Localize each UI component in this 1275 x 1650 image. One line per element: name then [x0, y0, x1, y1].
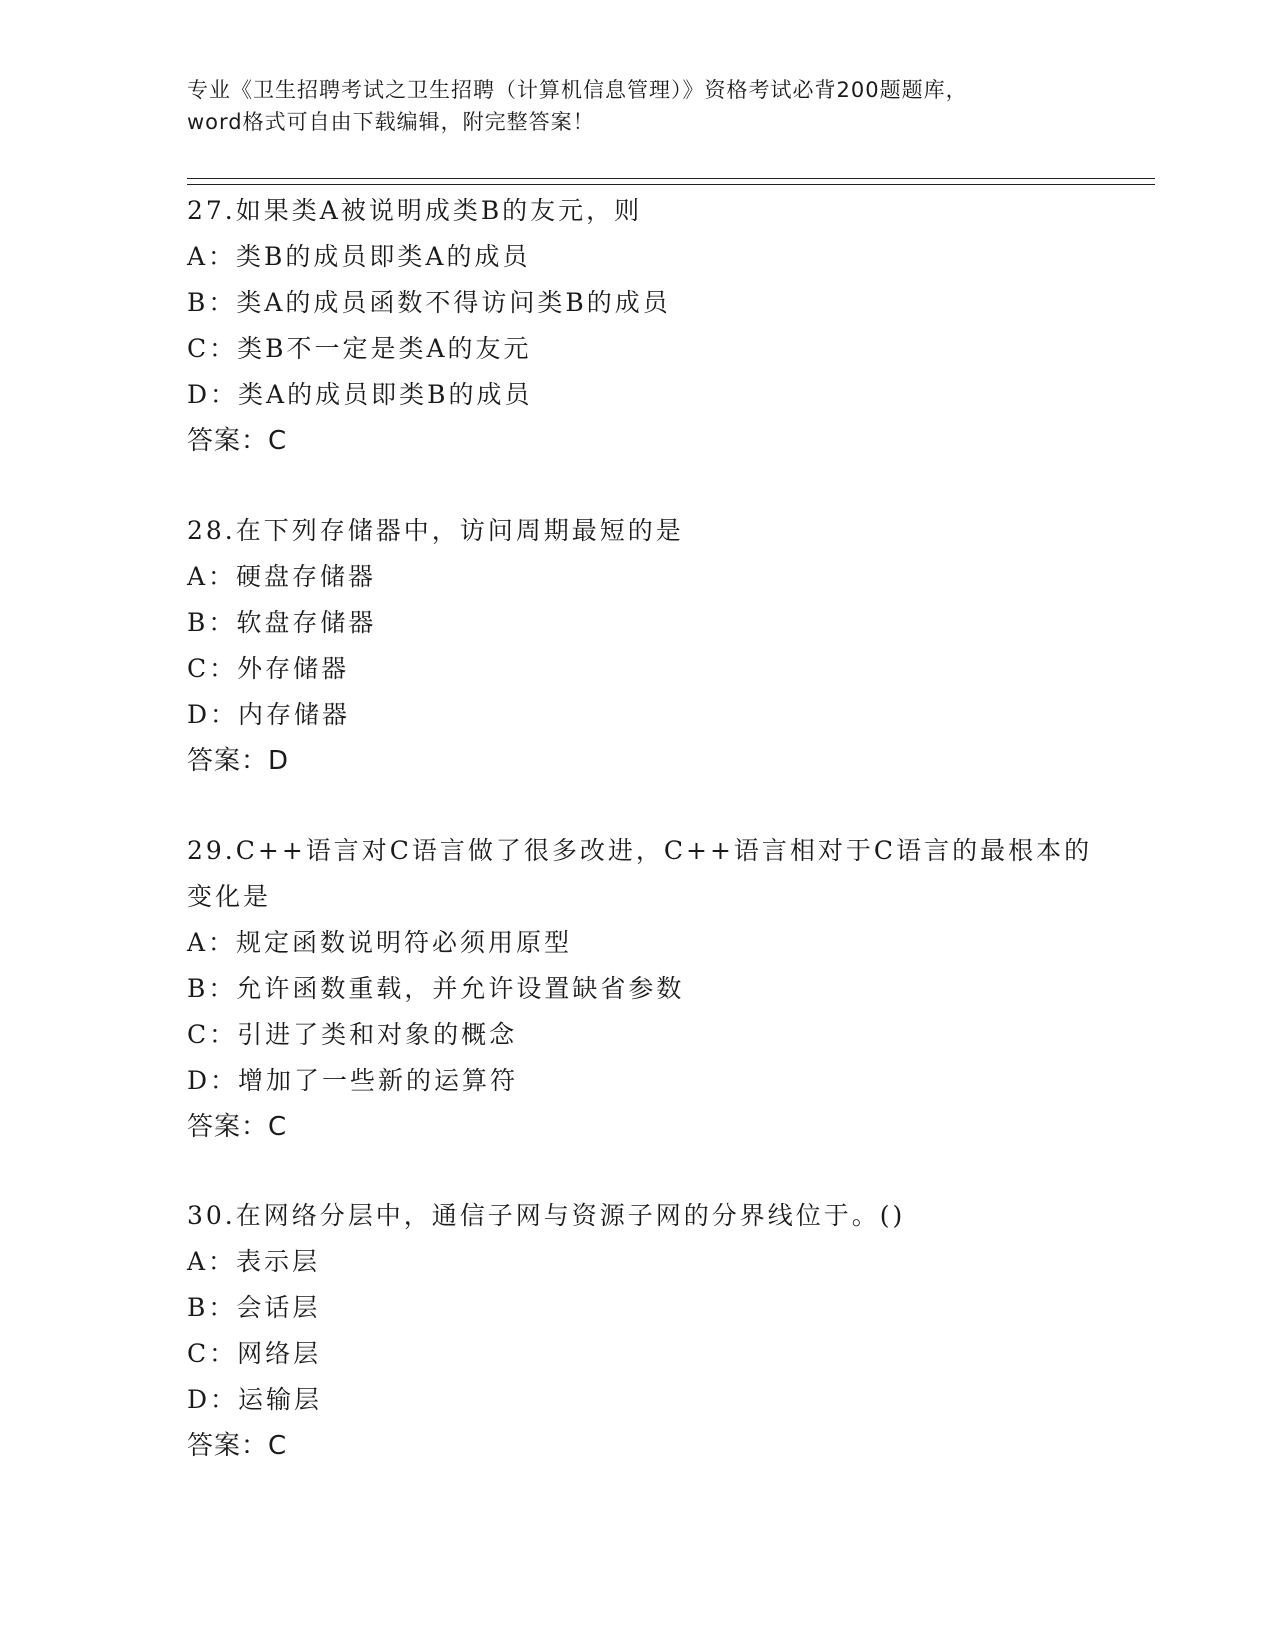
answer-text: 答案：D	[187, 746, 290, 776]
option-a: A：类B的成员即类A的成员	[187, 242, 531, 271]
question-30	[187, 1193, 1087, 1469]
header-line-1: 专业《卫生招聘考试之卫生招聘（计算机信息管理）》资格考试必背200题题库，	[187, 78, 968, 102]
option-c: C：引进了类和对象的概念	[187, 1020, 518, 1049]
option-c: C：类B不一定是类A的友元	[187, 334, 532, 363]
option-b: B：软盘存储器	[187, 608, 377, 637]
question-stem: 30.在网络分层中，通信子网与资源子网的分界线位于。()	[187, 1201, 906, 1230]
question-28	[187, 508, 1087, 784]
option-b: B：会话层	[187, 1293, 321, 1322]
answer-text: 答案：C	[187, 1431, 288, 1461]
option-a: A：表示层	[187, 1247, 321, 1276]
header-divider-bottom	[187, 184, 1155, 185]
question-stem: 28.在下列存储器中，访问周期最短的是	[187, 516, 684, 545]
header-divider-top	[187, 178, 1155, 179]
answer-text: 答案：C	[187, 1112, 288, 1142]
question-stem: 29.C++语言对C语言做了很多改进，C++语言相对于C语言的最根本的	[187, 836, 1093, 865]
option-c: C：网络层	[187, 1339, 322, 1368]
option-b: B：允许函数重载，并允许设置缺省参数	[187, 974, 685, 1003]
question-stem-continued: 变化是	[187, 882, 272, 911]
answer-text: 答案：C	[187, 426, 288, 456]
option-d: D：类A的成员即类B的成员	[187, 380, 533, 409]
document-header	[187, 74, 1087, 138]
question-27	[187, 188, 1087, 464]
option-d: D：增加了一些新的运算符	[187, 1066, 519, 1095]
option-c: C：外存储器	[187, 654, 350, 683]
option-a: A：规定函数说明符必须用原型	[187, 928, 573, 957]
option-d: D：内存储器	[187, 700, 351, 729]
question-29	[187, 828, 1093, 1150]
option-b: B：类A的成员函数不得访问类B的成员	[187, 288, 671, 317]
option-a: A：硬盘存储器	[187, 562, 377, 591]
header-line-2: word格式可自由下载编辑，附完整答案！	[187, 110, 595, 134]
option-d: D：运输层	[187, 1385, 323, 1414]
question-stem: 27.如果类A被说明成类B的友元，则	[187, 196, 643, 225]
